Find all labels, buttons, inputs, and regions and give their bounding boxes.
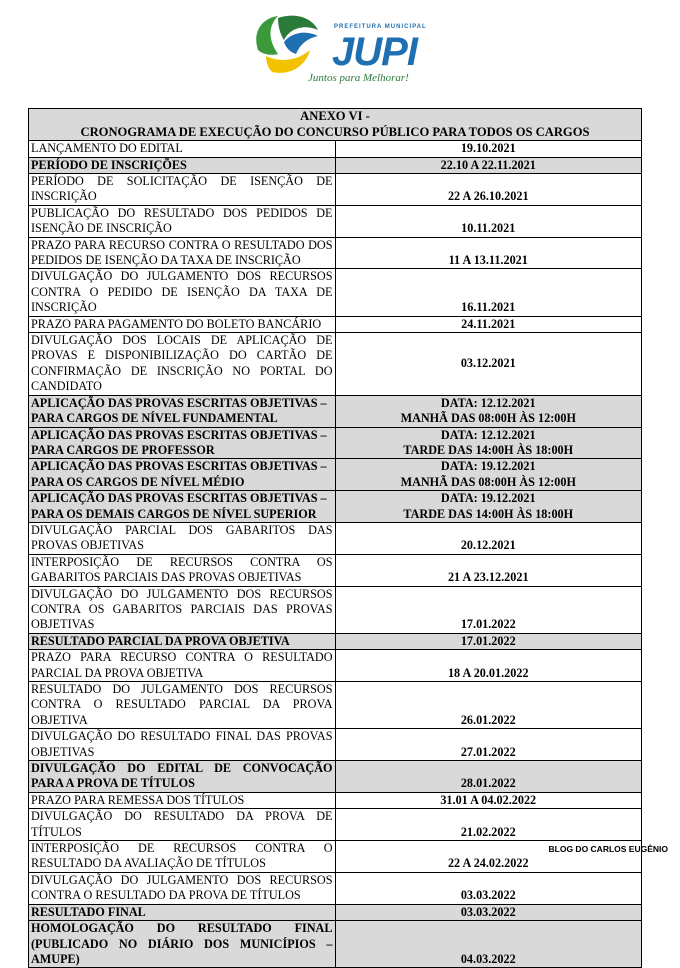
activity-cell: DIVULGAÇÃO PARCIAL DOS GABARITOS DAS PROVAS OBJETIVAS — [29, 522, 336, 554]
activity-cell — [29, 395, 336, 427]
table-row — [29, 237, 642, 269]
activity-cell: LANÇAMENTO DO EDITAL — [29, 141, 336, 157]
logo-name: JUPI — [332, 30, 417, 74]
date-line-2: MANHÃ DAS 08:00H ÀS 12:00H — [400, 474, 576, 489]
activity-cell: INTERPOSIÇÃO DE RECURSOS CONTRA O RESULTADO DA AVALIAÇÃO DE TÍTULOS — [29, 841, 336, 873]
table-row — [29, 333, 642, 396]
table-row — [29, 809, 642, 841]
activity-cell: DIVULGAÇÃO DO JULGAMENTO DOS RECURSOS CONTRA O RESULTADO DA PROVA DE TÍTULOS — [29, 872, 336, 904]
activity-line-1: APLICAÇÃO DAS PROVAS ESCRITAS OBJETIVAS – — [31, 395, 327, 410]
schedule-title: CRONOGRAMA DE EXECUÇÃO DO CONCURSO PÚBLICO PARA TODOS OS CARGOS — [80, 124, 590, 139]
date-line-2: TARDE DAS 14:00H ÀS 18:00H — [403, 506, 574, 521]
table-row — [29, 921, 642, 968]
activity-cell: DIVULGAÇÃO DO EDITAL DE CONVOCAÇÃO PARA A PROVA DE TÍTULOS — [29, 761, 336, 793]
date-cell: 21 A 23.12.2021 — [335, 554, 642, 586]
table-row — [29, 395, 642, 427]
activity-cell: PRAZO PARA PAGAMENTO DO BOLETO BANCÁRIO — [29, 316, 336, 332]
activity-cell: RESULTADO DO JULGAMENTO DOS RECURSOS CONTRA O RESULTADO PARCIAL DA PROVA OBJETIVA — [29, 682, 336, 729]
activity-cell: INTERPOSIÇÃO DE RECURSOS CONTRA OS GABARITOS PARCIAIS DAS PROVAS OBJETIVAS — [29, 554, 336, 586]
table-row — [29, 491, 642, 523]
table-row — [29, 554, 642, 586]
date-cell: 17.01.2022 — [335, 633, 642, 649]
date-cell: 19.10.2021 — [335, 141, 642, 157]
table-row — [29, 141, 642, 157]
date-cell — [335, 491, 642, 523]
table-row — [29, 633, 642, 649]
table-row — [29, 792, 642, 808]
activity-cell — [29, 491, 336, 523]
date-line-1: DATA: 19.12.2021 — [440, 459, 536, 474]
table-row — [29, 174, 642, 206]
date-cell — [335, 395, 642, 427]
date-cell: 03.03.2022 — [335, 904, 642, 920]
table-header — [29, 109, 642, 141]
table-row — [29, 904, 642, 920]
date-cell: 22.10 A 22.11.2021 — [335, 157, 642, 173]
date-cell: 27.01.2022 — [335, 729, 642, 761]
activity-cell: RESULTADO PARCIAL DA PROVA OBJETIVA — [29, 633, 336, 649]
table-row — [29, 459, 642, 491]
activity-cell: PRAZO PARA RECURSO CONTRA O RESULTADO PARCIAL DA PROVA OBJETIVA — [29, 650, 336, 682]
activity-line-2: PARA CARGOS DE NÍVEL FUNDAMENTAL — [31, 411, 278, 426]
date-cell: 26.01.2022 — [335, 682, 642, 729]
date-cell — [335, 427, 642, 459]
date-cell: 22 A 24.02.2022 — [335, 841, 642, 873]
table-row — [29, 586, 642, 633]
activity-line-2: PARA CARGOS DE PROFESSOR — [31, 442, 215, 457]
table-row — [29, 872, 642, 904]
date-cell: 20.12.2021 — [335, 522, 642, 554]
date-line-2: MANHÃ DAS 08:00H ÀS 12:00H — [400, 411, 576, 426]
date-cell: 18 A 20.01.2022 — [335, 650, 642, 682]
activity-cell: PRAZO PARA REMESSA DOS TÍTULOS — [29, 792, 336, 808]
activity-cell: DIVULGAÇÃO DO JULGAMENTO DOS RECURSOS CONTRA OS GABARITOS PARCIAIS DAS PROVAS OBJETIVAS — [29, 586, 336, 633]
table-row — [29, 316, 642, 332]
table-header-row — [29, 109, 642, 141]
date-line-1: DATA: 19.12.2021 — [440, 491, 536, 506]
table-row — [29, 157, 642, 173]
logo-slogan: Juntos para Melhorar! — [308, 72, 409, 84]
table-row — [29, 269, 642, 316]
activity-cell: RESULTADO FINAL — [29, 904, 336, 920]
date-cell: 11 A 13.11.2021 — [335, 237, 642, 269]
activity-cell: PRAZO PARA RECURSO CONTRA O RESULTADO DOS PEDIDOS DE ISENÇÃO DA TAXA DE INSCRIÇÃO — [29, 237, 336, 269]
date-cell: 22 A 26.10.2021 — [335, 174, 642, 206]
activity-line-2: PARA OS DEMAIS CARGOS DE NÍVEL SUPERIOR — [31, 506, 317, 521]
activity-cell — [29, 459, 336, 491]
table-row — [29, 650, 642, 682]
table-row — [29, 205, 642, 237]
logo-org-label: PREFEITURA MUNICIPAL — [334, 24, 427, 30]
activity-cell: DIVULGAÇÃO DO RESULTADO DA PROVA DE TÍTULOS — [29, 809, 336, 841]
date-cell — [335, 459, 642, 491]
date-cell: 04.03.2022 — [335, 921, 642, 968]
date-cell: 24.11.2021 — [335, 316, 642, 332]
table-row — [29, 427, 642, 459]
activity-cell: DIVULGAÇÃO DOS LOCAIS DE APLICAÇÃO DE PROVAS E DISPONIBILIZAÇÃO DO CARTÃO DE CONFIRMAÇÃO DE INSCRIÇÃO NO PORTAL DO CANDIDATO — [29, 333, 336, 396]
activity-line-2: PARA OS CARGOS DE NÍVEL MÉDIO — [31, 474, 245, 489]
date-line-1: DATA: 12.12.2021 — [440, 395, 536, 410]
table-row — [29, 729, 642, 761]
jupi-logo — [248, 10, 438, 94]
date-cell: 31.01 A 04.02.2022 — [335, 792, 642, 808]
activity-cell: PUBLICAÇÃO DO RESULTADO DOS PEDIDOS DE ISENÇÃO DE INSCRIÇÃO — [29, 205, 336, 237]
date-cell: 16.11.2021 — [335, 269, 642, 316]
table-row — [29, 682, 642, 729]
activity-line-1: APLICAÇÃO DAS PROVAS ESCRITAS OBJETIVAS – — [31, 491, 327, 506]
date-cell: 21.02.2022 — [335, 809, 642, 841]
date-cell: 28.01.2022 — [335, 761, 642, 793]
date-cell: 03.12.2021 — [335, 333, 642, 396]
date-cell: 17.01.2022 — [335, 586, 642, 633]
schedule-table — [28, 108, 642, 968]
annex-title: ANEXO VI - — [300, 109, 370, 123]
activity-cell — [29, 427, 336, 459]
activity-cell: DIVULGAÇÃO DO RESULTADO FINAL DAS PROVAS OBJETIVAS — [29, 729, 336, 761]
date-cell: 03.03.2022 — [335, 872, 642, 904]
table-row — [29, 761, 642, 793]
activity-cell: PERÍODO DE SOLICITAÇÃO DE ISENÇÃO DE INSCRIÇÃO — [29, 174, 336, 206]
activity-line-1: APLICAÇÃO DAS PROVAS ESCRITAS OBJETIVAS – — [31, 459, 327, 474]
date-line-1: DATA: 12.12.2021 — [440, 427, 536, 442]
date-cell: 10.11.2021 — [335, 205, 642, 237]
footer-credit: BLOG DO CARLOS EUGÊNIO — [548, 844, 668, 854]
date-line-2: TARDE DAS 14:00H ÀS 18:00H — [403, 442, 574, 457]
activity-cell: PERÍODO DE INSCRIÇÕES — [29, 157, 336, 173]
activity-line-1: APLICAÇÃO DAS PROVAS ESCRITAS OBJETIVAS – — [31, 427, 327, 442]
activity-cell: DIVULGAÇÃO DO JULGAMENTO DOS RECURSOS CONTRA O PEDIDO DE ISENÇÃO DA TAXA DE INSCRIÇÃO — [29, 269, 336, 316]
table-row — [29, 522, 642, 554]
activity-cell: HOMOLOGAÇÃO DO RESULTADO FINAL (PUBLICADO NO DIÁRIO DOS MUNICÍPIOS – AMUPE) — [29, 921, 336, 968]
